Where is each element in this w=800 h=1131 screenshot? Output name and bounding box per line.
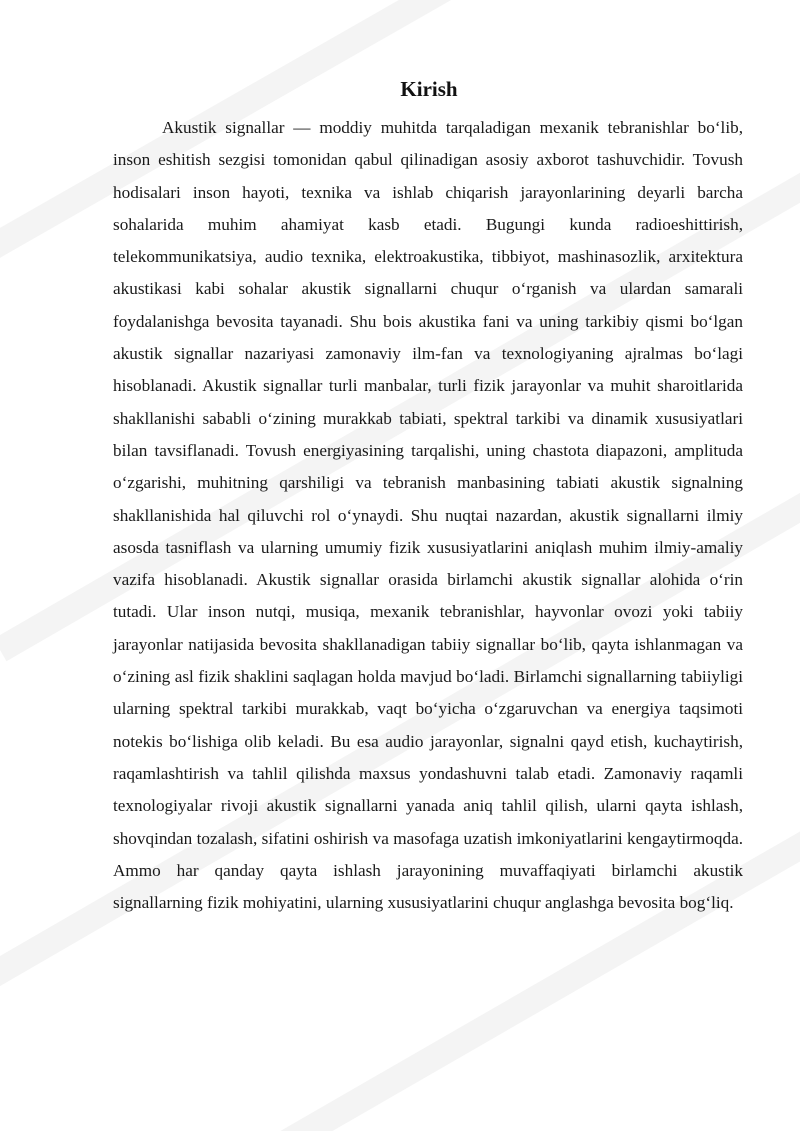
body-paragraph: Akustik signallar — moddiy muhitda tarqaladigan mexanik tebranishlar bo‘lib, inson eshitish sezgisi tomonidan qabul qilinadigan asosiy axborot tashuvchidir. Tovush hodisalari inson hayoti, texnika va ishlab chiqarish jarayonlarining deyarli barcha sohalarida muhim ahamiyat kasb etadi. Bugungi kunda radioeshittirish, telekommunikatsiya, audio texnika, elektroakustika, tibbiyot, mashinasozlik, arxitektura akustikasi kabi sohalar akustik signallarni chuqur o‘rganish va ulardan samarali foydalanishga bevosita tayanadi. Shu bois akustika fani va uning tarkibiy qismi bo‘lgan akustik signallar nazariyasi zamonaviy ilm-fan va texnologiyaning ajralmas bo‘lagi hisoblanadi. Akustik signallar turli manbalar, turli fizik jarayonlar va muhit sharoitlarida shakllanishi sababli o‘zining murakkab tabiati, spektral tarkibi va dinamik xususiyatlari bilan tavsiflanadi. Tovush energiyasining tarqalishi, uning chastota diapazoni, amplituda o‘zgarishi, muhitning qarshiligi va tebranish manbasining tabiati akustik signalning shakllanishida hal qiluvchi rol o‘ynaydi. Shu nuqtai nazardan, akustik signallarni ilmiy asosda tasniflash va ularning umumiy fizik xususiyatlarini aniqlash muhim ilmiy-amaliy vazifa hisoblanadi. Akustik signallar orasida birlamchi akustik signallar alohida o‘rin tutadi. Ular inson nutqi, musiqa, mexanik tebranishlar, hayvonlar ovozi yoki tabiiy jarayonlar natijasida bevosita shakllanadigan tabiiy signallar bo‘lib, qayta ishlanmagan va o‘zining asl fizik shaklini saqlagan holda mavjud bo‘ladi. Birlamchi signallarning tabiiyligi ularning spektral tarkibi murakkab, vaqt bo‘yicha o‘zgaruvchan va energiya taqsimoti notekis bo‘lishiga olib keladi. Bu esa audio jarayonlar, signalni qayd etish, kuchaytirish, raqamlashtirish va tahlil qilishda maxsus yondashuvni talab etadi. Zamonaviy raqamli texnologiyalar rivoji akustik signallarni yanada aniq tahlil qilish, ularni qayta ishlash, shovqindan tozalash, sifatini oshirish va masofaga uzatish imkoniyatlarini kengaytirmoqda. Ammo har qanday qayta ishlash jarayonining muvaffaqiyati birlamchi akustik signallarning fizik mohiyatini, ularning xususiyatlarini chuqur anglashga bevosita bog‘liq. [113, 118, 743, 913]
section-heading: Kirish [400, 77, 458, 101]
